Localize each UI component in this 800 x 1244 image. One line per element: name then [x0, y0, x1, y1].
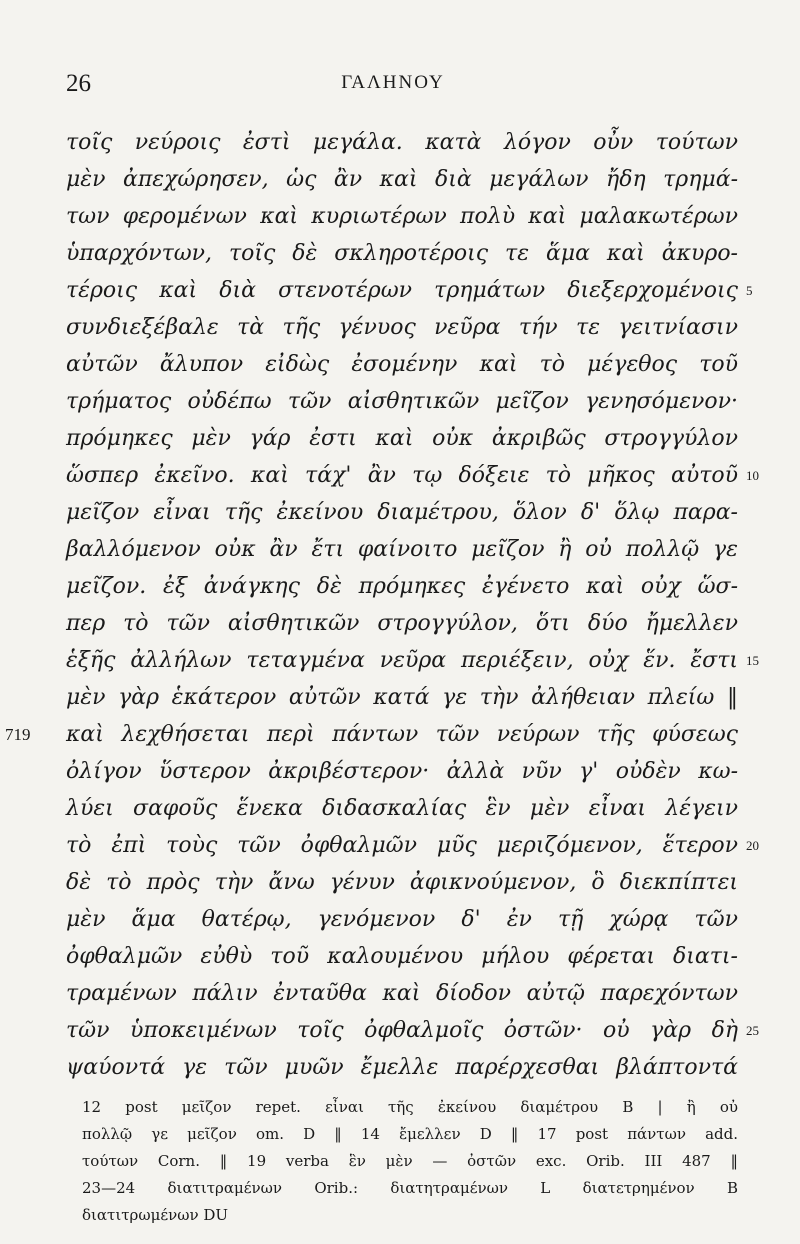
line-text: μεῖζον εἶναι τῆς ἐκείνου διαμέτρου, ὅλον δ' ὅλῳ παρα- — [66, 500, 738, 525]
line-number: 10 — [746, 468, 759, 483]
line-text: δὲ τὸ πρὸς τὴν ἄνω γένυν ἀφικνούμενον, ὃ διεκπίπτει — [66, 870, 738, 895]
text-line — [66, 124, 738, 161]
line-text: μὲν ἀπεχώρησεν, ὡς ἂν καὶ διὰ μεγάλων ἤδη τρημά- — [66, 167, 738, 192]
line-number: 20 — [746, 838, 759, 853]
line-text: ἑξῆς ἀλλήλων τεταγμένα νεῦρα περιέξειν, οὐχ ἕν. ἔστι — [66, 648, 738, 673]
line-text: περ τὸ τῶν αἰσθητικῶν στρογγύλον, ὅτι δύο ἤμελλεν — [66, 611, 738, 636]
text-line — [66, 605, 738, 642]
line-text: μὲν ἅμα θατέρῳ, γενόμενον δ' ἐν τῇ χώρᾳ τῶν — [66, 907, 738, 932]
line-text: των φερομένων καὶ κυριωτέρων πολὺ καὶ μαλακωτέρων — [66, 204, 738, 229]
line-text: πρόμηκες μὲν γάρ ἐστι καὶ οὐκ ἀκριβῶς στρογγύλον — [66, 426, 738, 451]
line-text: βαλλόμενον οὐκ ἂν ἔτι φαίνοιτο μεῖζον ἢ οὐ πολλῷ γε — [66, 537, 738, 562]
line-text: τέροις καὶ διὰ στενοτέρων τρημάτων διεξερχομένοις — [66, 278, 738, 303]
line-text: τραμένων πάλιν ἐνταῦθα καὶ δίοδον αὐτῷ παρεχόντων — [66, 981, 738, 1006]
text-line — [66, 642, 759, 679]
text-line — [66, 494, 738, 531]
text-line — [66, 753, 738, 790]
line-text: ψαύοντά γε τῶν μυῶν ἔμελλε παρέρχεσθαι βλάπτοντά — [66, 1055, 738, 1080]
text-line — [66, 901, 738, 938]
text-line — [66, 790, 738, 827]
text-line — [66, 1049, 738, 1086]
text-line — [66, 420, 738, 457]
running-title: ΓΑΛΗΝΟΥ — [341, 72, 445, 93]
apparatus-line: 12 post μεῖζον repet. εἶναι τῆς ἐκείνου διαμέτρου B | ἢ οὐ — [82, 1098, 738, 1116]
line-text: ὑπαρχόντων, τοῖς δὲ σκληροτέροις τε ἅμα καὶ ἀκυρο- — [66, 241, 738, 266]
line-text: τοῖς νεύροις ἐστὶ μεγάλα. κατὰ λόγον οὖν τούτων — [66, 130, 738, 155]
text-line — [66, 198, 738, 235]
text-line — [66, 938, 738, 975]
line-text: λύει σαφοῦς ἕνεκα διδασκαλίας ἓν μὲν εἶναι λέγειν — [66, 796, 738, 821]
line-text: μεῖζον. ἐξ ἀνάγκης δὲ πρόμηκες ἐγένετο καὶ οὐχ ὥσ- — [66, 574, 738, 599]
text-line — [66, 309, 738, 346]
line-number: 5 — [746, 283, 753, 298]
text-line — [66, 827, 759, 864]
apparatus-line: τούτων Corn. ‖ 19 verba ἓν μὲν — ὀστῶν exc. Orib. III 487 ‖ — [82, 1152, 738, 1170]
line-number: 15 — [746, 653, 759, 668]
text-line — [66, 568, 738, 605]
line-text: ὀφθαλμῶν εὐθὺ τοῦ καλουμένου μήλου φέρεται διατι- — [66, 944, 738, 969]
line-text: καὶ λεχθήσεται περὶ πάντων τῶν νεύρων τῆς φύσεως — [66, 722, 738, 747]
text-line — [66, 457, 759, 494]
text-line — [66, 346, 738, 383]
line-text: αὐτῶν ἄλυπον εἰδὼς ἐσομένην καὶ τὸ μέγεθος τοῦ — [66, 352, 738, 377]
apparatus-line: πολλῷ γε μεῖζον om. D ‖ 14 ἔμελλεν D ‖ 17 post πάντων add. — [82, 1125, 738, 1143]
line-text: ὀλίγον ὕστερον ἀκριβέστερον· ἀλλὰ νῦν γ' οὐδὲν κω- — [66, 759, 738, 784]
line-text: τὸ ἐπὶ τοὺς τῶν ὀφθαλμῶν μῦς μεριζόμενον, ἕτερον — [66, 833, 738, 858]
text-line — [66, 975, 738, 1012]
margin-reference: 719 — [5, 725, 31, 744]
line-text: συνδιεξέβαλε τὰ τῆς γένυος νεῦρα τήν τε γειτνίασιν — [66, 315, 738, 340]
text-line — [66, 531, 738, 568]
text-line — [66, 383, 738, 420]
greek-text-body — [5, 124, 759, 1086]
text-line — [66, 272, 753, 309]
text-line — [5, 716, 738, 753]
apparatus-line: διατιτρωμένων DU — [82, 1206, 228, 1224]
apparatus-line: 23—24 διατιτραμένων Orib.: διατητραμένων L διατετρημένον B — [82, 1179, 738, 1197]
text-line — [66, 235, 738, 272]
text-line — [66, 161, 738, 198]
line-number: 25 — [746, 1023, 759, 1038]
page-number: 26 — [66, 70, 91, 97]
line-text: μὲν γὰρ ἑκάτερον αὐτῶν κατά γε τὴν ἀλήθειαν πλείω ‖ — [66, 685, 738, 710]
critical-apparatus — [82, 1094, 738, 1229]
line-text: τρήματος οὐδέπω τῶν αἰσθητικῶν μεῖζον γενησόμενον· — [66, 389, 738, 414]
text-line — [66, 1012, 759, 1049]
page-header — [66, 70, 720, 100]
text-line — [66, 864, 738, 901]
text-line — [66, 679, 738, 716]
line-text: τῶν ὑποκειμένων τοῖς ὀφθαλμοῖς ὀστῶν· οὐ γὰρ δὴ — [66, 1018, 738, 1043]
line-text: ὥσπερ ἐκεῖνο. καὶ τάχ' ἂν τῳ δόξειε τὸ μῆκος αὐτοῦ — [66, 463, 738, 488]
